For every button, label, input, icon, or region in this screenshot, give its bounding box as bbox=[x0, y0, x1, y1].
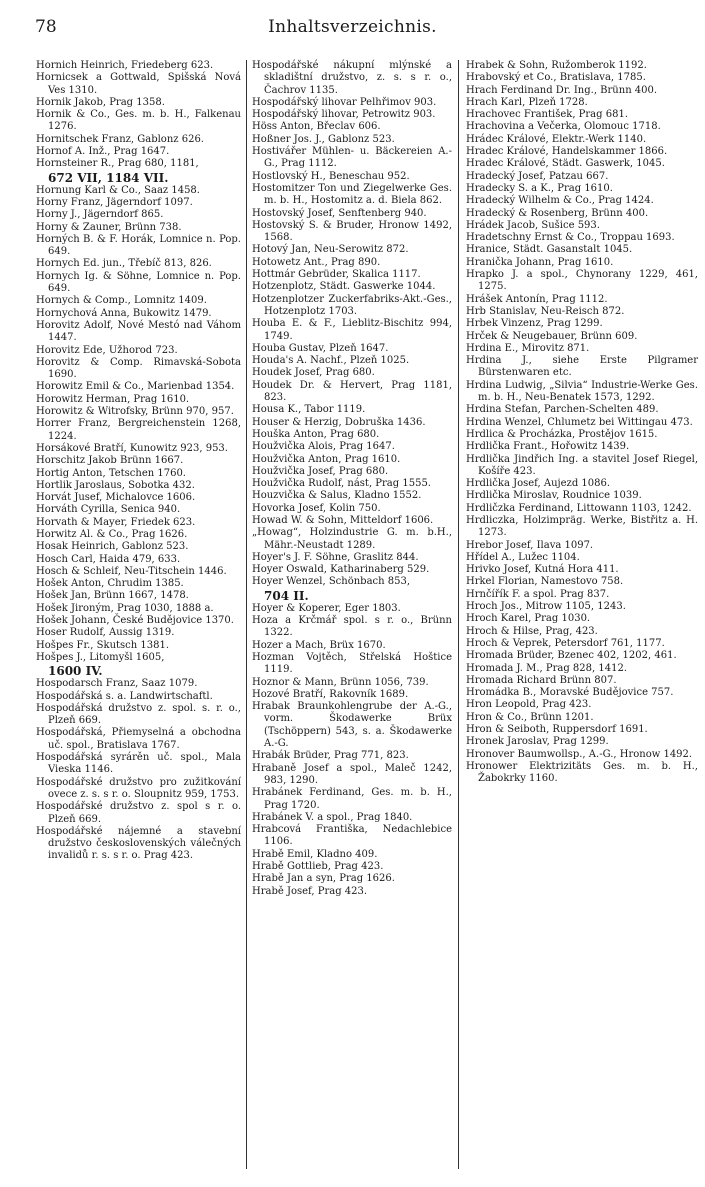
index-entry: Horwitz Al. & Co., Prag 1626. bbox=[36, 528, 188, 540]
index-entry: Hrdlica & Procházka, Prostějov 1615. bbox=[466, 428, 658, 440]
index-entry: Houžvička Alois, Prag 1647. bbox=[252, 441, 395, 453]
index-entry: Hron & Seiboth, Ruppersdorf 1691. bbox=[466, 724, 648, 736]
index-entry: Hostovský Josef, Senftenberg 940. bbox=[252, 207, 427, 219]
index-entry: Houžvička Rudolf, nást, Prag 1555. bbox=[252, 478, 431, 490]
index-entry: Hošek Johann, České Budějovice 1370. bbox=[36, 615, 234, 627]
index-entry: Horny Franz, Jägerndorf 1097. bbox=[36, 196, 193, 208]
index-entry: Hrdina Wenzel, Chlumetz bei Wittingau 473. bbox=[466, 416, 693, 428]
index-entry: Horny J., Jägerndorf 865. bbox=[36, 209, 164, 221]
index-entry: Horny & Zauner, Brünn 738. bbox=[36, 221, 182, 233]
index-entry: Hospodářské družstvo z. spol s r. o. Plzeň 669. bbox=[36, 801, 241, 825]
index-entry: Hostlovský H., Beneschau 952. bbox=[252, 170, 410, 182]
index-entry: Hromada J. M., Prag 828, 1412. bbox=[466, 662, 627, 674]
index-entry: Hoznor & Mann, Brünn 1056, 739. bbox=[252, 676, 429, 688]
index-entry: Hrkel Florian, Namestovo 758. bbox=[466, 576, 624, 588]
index-entry: Hotzenplotzer Zuckerfabriks-Akt.-Ges., Hotzenplotz 1703. bbox=[252, 293, 452, 317]
index-entry: Hrabcová Františka, Nedachlebice 1106. bbox=[252, 824, 452, 848]
index-entry: „Howag“, Holzindustrie G. m. b.H., Mähr.-Neustadt 1289. bbox=[252, 527, 452, 551]
index-entry: Hozman Vojtěch, Střelská Hoštice 1119. bbox=[252, 651, 452, 676]
index-entry: Hoyer Wenzel, Schönbach 853, bbox=[252, 576, 411, 588]
index-entry: Houser & Herzig, Dobruška 1436. bbox=[252, 416, 426, 428]
index-entry: Hospodářská, Přiemyselná a obchodna uč. spol., Bratislava 1767. bbox=[36, 727, 241, 751]
index-entry: Hošek Jironým, Prag 1030, 1888 a. bbox=[36, 602, 214, 614]
index-entry: Hoßner Jos. J., Gablonz 523. bbox=[252, 133, 395, 145]
index-entry: Horných B. & F. Horák, Lomnice n. Pop. 649. bbox=[36, 233, 241, 258]
index-entry: Hranice, Städt. Gasanstalt 1045. bbox=[466, 244, 633, 256]
index-reference-line: 704 II. bbox=[264, 588, 309, 603]
index-entry: Hošpes J., Litomyšl 1605, bbox=[36, 651, 165, 663]
index-entry: Hosch Carl, Haida 479, 633. bbox=[36, 553, 181, 565]
index-entry: Houška Anton, Prag 680. bbox=[252, 428, 380, 440]
index-entry: Hozové Bratří, Rakovník 1689. bbox=[252, 688, 409, 700]
index-entry: Horváth Cyrilla, Senica 940. bbox=[36, 504, 181, 516]
index-entry: Hrdlička Jindřich Ing. a stavitel Josef Riegel, Košíře 423. bbox=[466, 453, 698, 477]
index-entry: Hornych Ig. & Söhne, Lomnice n. Pop. 649. bbox=[36, 270, 241, 295]
index-entry: Hron & Co., Brünn 1201. bbox=[466, 711, 594, 723]
index-entry: Hrdlička Josef, Aujezd 1086. bbox=[466, 478, 611, 490]
index-entry: Hornych & Comp., Lomnitz 1409. bbox=[36, 295, 207, 307]
index-entry: Houba Gustav, Plzeň 1647. bbox=[252, 342, 389, 354]
index-entry: Horrer Franz, Bergreichenstein 1268, 1224. bbox=[36, 418, 241, 442]
index-entry: Hrdlička Miroslav, Roudnice 1039. bbox=[466, 490, 642, 502]
index-entry: Hrabánek Ferdinand, Ges. m. b. H., Prag 1720. bbox=[252, 787, 452, 811]
index-entry: Hrabák Brüder, Prag 771, 823. bbox=[252, 750, 409, 762]
index-entry: Hošek Jan, Brünn 1667, 1478. bbox=[36, 590, 189, 602]
index-entry: Hornung Karl & Co., Saaz 1458. bbox=[36, 184, 200, 196]
index-entry: Hrdličzka Ferdinand, Littowann 1103, 1242. bbox=[466, 502, 692, 514]
page-title: Inhaltsverzeichnis. bbox=[268, 17, 437, 37]
index-entry: Hranička Johann, Prag 1610. bbox=[466, 256, 614, 268]
index-entry: Hoyer & Koperer, Eger 1803. bbox=[252, 602, 401, 614]
index-entry: Hrnčířík F. a spol. Prag 837. bbox=[466, 588, 610, 600]
index-entry: Hrabánek V. a spol., Prag 1840. bbox=[252, 811, 413, 823]
index-entry: Hradecky S. a K., Prag 1610. bbox=[466, 182, 613, 194]
index-reference-line: 672 VII, 1184 VII. bbox=[48, 170, 169, 185]
index-entry: Hostomitzer Ton und Ziegelwerke Ges. m. b. H., Hostomitz a. d. Biela 862. bbox=[252, 182, 452, 207]
index-entry: Hotzenplotz, Städt. Gaswerke 1044. bbox=[252, 281, 436, 293]
index-entry: Hradecký Josef, Patzau 667. bbox=[466, 170, 609, 182]
index-entry: Hošpes Fr., Skutsch 1381. bbox=[36, 639, 170, 651]
index-entry: Hrebor Josef, Ilava 1097. bbox=[466, 539, 594, 551]
index-entry: Horovitz & Comp. Rimavská-Sobota 1690. bbox=[36, 356, 241, 381]
index-entry: Hrdina Stefan, Parchen-Schelten 489. bbox=[466, 404, 659, 416]
index-entry: Hron Leopold, Prag 423. bbox=[466, 699, 592, 711]
index-entry: Hortig Anton, Tetschen 1760. bbox=[36, 467, 186, 479]
index-entry: Hostovský S. & Bruder, Hronow 1492, 1568. bbox=[252, 219, 452, 244]
index-entry: Hradecký & Rosenberg, Brünn 400. bbox=[466, 207, 649, 219]
index-entry: Hrdlička Frant., Hořowitz 1439. bbox=[466, 441, 630, 453]
index-entry: Hrivko Josef, Kutná Hora 411. bbox=[466, 564, 619, 576]
index-entry: Hroch & Veprek, Petersdorf 761, 1177. bbox=[466, 637, 665, 649]
page-number: 78 bbox=[35, 17, 57, 37]
index-entry: Hospodářské družstvo pro zužitkování ovece z. s. s r. o. Sloupnitz 959, 1753. bbox=[36, 776, 241, 800]
index-entry: Hrabovský et Co., Bratislava, 1785. bbox=[466, 72, 646, 84]
index-entry: Hospodářské nákupní mlýnské a skladištní družstvo, z. s. s r. o., Čachrov 1135. bbox=[252, 60, 452, 96]
index-entry: Hovorka Josef, Kolin 750. bbox=[252, 502, 381, 514]
index-entry: Hottmár Gebrüder, Skalica 1117. bbox=[252, 269, 421, 281]
index-entry: Hradec Králové, Städt. Gaswerk, 1045. bbox=[466, 158, 665, 170]
index-entry: Hroch & Hilse, Prag, 423. bbox=[466, 625, 598, 637]
index-entry: Houžvička Josef, Prag 680. bbox=[252, 465, 389, 477]
index-entry: Hrášek Antonín, Prag 1112. bbox=[466, 293, 608, 305]
index-entry: Hotowetz Ant., Prag 890. bbox=[252, 256, 381, 268]
index-entry: Horschitz Jakob Brünn 1667. bbox=[36, 455, 184, 467]
index-entry: Houzvička & Salus, Kladno 1552. bbox=[252, 490, 422, 502]
index-entry: Hosak Heinrich, Gablonz 523. bbox=[36, 541, 189, 553]
index-entry: Hrabě Josef, Prag 423. bbox=[252, 885, 368, 897]
index-entry: Hospodářská syrárěn uč. spol., Mala Vieska 1146. bbox=[36, 752, 241, 776]
column-divider bbox=[458, 60, 459, 1169]
index-entry: Hrdliczka, Holzimpräg. Werke, Bistřitz a. H. 1273. bbox=[466, 514, 698, 539]
index-entry: Hřídel A., Lužec 1104. bbox=[466, 551, 580, 563]
index-entry: Hospodářská družstvo z. spol. s. r. o., Plzeň 669. bbox=[36, 702, 241, 727]
index-entry: Hrachovina a Večerka, Olomouc 1718. bbox=[466, 121, 661, 133]
index-entry: Hoza a Krčmář spol. s r. o., Brünn 1322. bbox=[252, 615, 452, 639]
index-entry: Hostivářer Mühlen- u. Bäckereien A.-G., Prag 1112. bbox=[252, 146, 452, 170]
index-entry: Hrachovec František, Prag 681. bbox=[466, 109, 628, 121]
index-entry: Hrabě Jan a syn, Prag 1626. bbox=[252, 873, 395, 885]
index-entry: Houda's A. Nachf., Plzeň 1025. bbox=[252, 355, 410, 367]
index-reference-line: 1600 IV. bbox=[48, 664, 103, 679]
index-entry: Hromada Brüder, Bzenec 402, 1202, 461. bbox=[466, 650, 677, 662]
index-entry: Houdek Dr. & Hervert, Prag 1181, 823. bbox=[252, 379, 452, 404]
index-entry: Hromádka B., Moravské Budějovice 757. bbox=[466, 687, 674, 699]
index-entry: Horowitz Herman, Prag 1610. bbox=[36, 393, 190, 405]
index-entry: Horowitz Emil & Co., Marienbad 1354. bbox=[36, 381, 235, 393]
index-entry: Hozer a Mach, Brüx 1670. bbox=[252, 639, 386, 651]
index-entry: Hrabě Emil, Kladno 409. bbox=[252, 848, 378, 860]
index-entry: Howad W. & Sohn, Mitteldorf 1606. bbox=[252, 514, 434, 526]
column-divider bbox=[246, 60, 247, 1169]
index-entry: Houžvička Anton, Prag 1610. bbox=[252, 453, 401, 465]
index-entry: Hronover Baumwollsp., A.-G., Hronow 1492. bbox=[466, 748, 693, 760]
index-entry: Hrabak Braunkohlengrube der A.-G., vorm. Škodawerke Brüx (Tschöppern) 543, s. a. Škodawerke A.-G. bbox=[252, 701, 452, 750]
index-entry: Hornych Ed. jun., Třebíč 813, 826. bbox=[36, 258, 212, 270]
index-entry: Hrdina J., siehe Erste Pilgramer Bürstenwaren etc. bbox=[466, 355, 698, 379]
index-entry: Hornychová Anna, Bukowitz 1479. bbox=[36, 307, 212, 319]
index-entry: Hradetschny Ernst & Co., Troppau 1693. bbox=[466, 232, 675, 244]
index-entry: Höss Anton, Břeclav 606. bbox=[252, 121, 381, 133]
index-entry: Hospodářské nájemné a stavební družstvo československých válečných invalidů r. s. s r. o. Prag 423. bbox=[36, 825, 241, 862]
index-entry: Houba E. & F., Lieblitz-Bischitz 994, 1749. bbox=[252, 318, 452, 342]
index-entry: Horsákové Bratří, Kunowitz 923, 953. bbox=[36, 442, 228, 454]
index-entry: Hroch Karel, Prag 1030. bbox=[466, 613, 591, 625]
index-entry: Horovitz Ede, Užhorod 723. bbox=[36, 344, 178, 356]
index-entry: Hradec Králové, Handelskammer 1866. bbox=[466, 146, 668, 158]
index-entry: Horvath & Mayer, Friedek 623. bbox=[36, 516, 196, 528]
index-entry: Horovitz Adolf, Nové Mestó nad Váhom 1447. bbox=[36, 319, 241, 344]
index-entry: Hronek Jaroslav, Prag 1299. bbox=[466, 736, 609, 748]
index-entry: Hornitschek Franz, Gablonz 626. bbox=[36, 133, 204, 145]
index-entry: Hradecký Wilhelm & Co., Prag 1424. bbox=[466, 195, 654, 207]
index-entry: Hrabě Gottlieb, Prag 423. bbox=[252, 861, 384, 872]
index-entry: Hrach Karl, Plzeň 1728. bbox=[466, 96, 588, 108]
index-entry: Housa K., Tabor 1119. bbox=[252, 404, 366, 416]
index-entry: Hospodarsch Franz, Saaz 1079. bbox=[36, 678, 198, 690]
index-column-2 bbox=[252, 60, 452, 898]
index-entry: Hrádek Jacob, Sušice 593. bbox=[466, 219, 600, 231]
index-entry: Hoser Rudolf, Aussig 1319. bbox=[36, 627, 175, 639]
index-entry: Horowitz & Witrofsky, Brünn 970, 957. bbox=[36, 406, 234, 418]
index-entry: Hospodářský lihovar, Petrowitz 903. bbox=[252, 109, 436, 121]
index-entry: Hrabek & Sohn, Ružomberok 1192. bbox=[466, 60, 647, 71]
index-entry: Hrabaně Josef a spol., Maleč 1242, 983, 1290. bbox=[252, 762, 452, 786]
index-entry: Hromada Richard Brünn 807. bbox=[466, 674, 617, 686]
index-entry: Hrapko J. a spol., Chynorany 1229, 461, 1275. bbox=[466, 269, 698, 293]
index-entry: Hrdina E., Mirovitz 871. bbox=[466, 342, 590, 354]
index-entry: Hornicsek a Gottwald, Spišská Nová Ves 1310. bbox=[36, 72, 241, 96]
index-entry: Hotový Jan, Neu-Serowitz 872. bbox=[252, 244, 409, 256]
index-entry: Hornof A. Inž., Prag 1647. bbox=[36, 146, 170, 158]
index-entry: Hospodářský lihovar Pelhřimov 903. bbox=[252, 96, 437, 108]
index-entry: Hoyer's J. F. Söhne, Graslitz 844. bbox=[252, 551, 419, 563]
index-column-3 bbox=[466, 60, 698, 786]
index-entry: Horvát Jusef, Michalovce 1606. bbox=[36, 492, 196, 504]
index-entry: Hošek Anton, Chrudim 1385. bbox=[36, 578, 184, 590]
index-entry: Hrček & Neugebauer, Brünn 609. bbox=[466, 330, 638, 342]
index-entry: Hroch Jos., Mitrow 1105, 1243. bbox=[466, 601, 626, 613]
index-entry: Hrach Ferdinand Dr. Ing., Brünn 400. bbox=[466, 84, 658, 96]
index-entry: Hornik & Co., Ges. m. b. H., Falkenau 1276. bbox=[36, 109, 241, 133]
index-column-1 bbox=[36, 60, 241, 863]
index-entry: Hornik Jakob, Prag 1358. bbox=[36, 96, 165, 108]
index-entry: Hrdina Ludwig, „Silvia“ Industrie-Werke Ges. m. b. H., Neu-Benatek 1573, 1292. bbox=[466, 379, 698, 404]
index-entry: Hrb Stanislav, Neu-Reisch 872. bbox=[466, 305, 625, 317]
index-entry: Hoyer Oswald, Katharinaberg 529. bbox=[252, 564, 430, 576]
index-entry: Hornsteiner R., Prag 680, 1181, bbox=[36, 158, 199, 170]
index-entry: Houdek Josef, Prag 680. bbox=[252, 367, 375, 379]
index-entry: Hrbek Vinzenz, Prag 1299. bbox=[466, 318, 603, 330]
index-entry: Hortlik Jaroslaus, Sobotka 432. bbox=[36, 479, 195, 491]
index-entry: Hosch & Schleif, Neu-Titschein 1446. bbox=[36, 565, 227, 577]
index-entry: Hospodářská s. a. Landwirtschaftl. bbox=[36, 690, 213, 702]
index-entry: Hronower Elektrizitäts Ges. m. b. H., Žabokrky 1160. bbox=[466, 760, 698, 785]
index-entry: Hornich Heinrich, Friedeberg 623. bbox=[36, 60, 214, 71]
index-entry: Hrádec Králové, Elektr.-Werk 1140. bbox=[466, 133, 647, 145]
